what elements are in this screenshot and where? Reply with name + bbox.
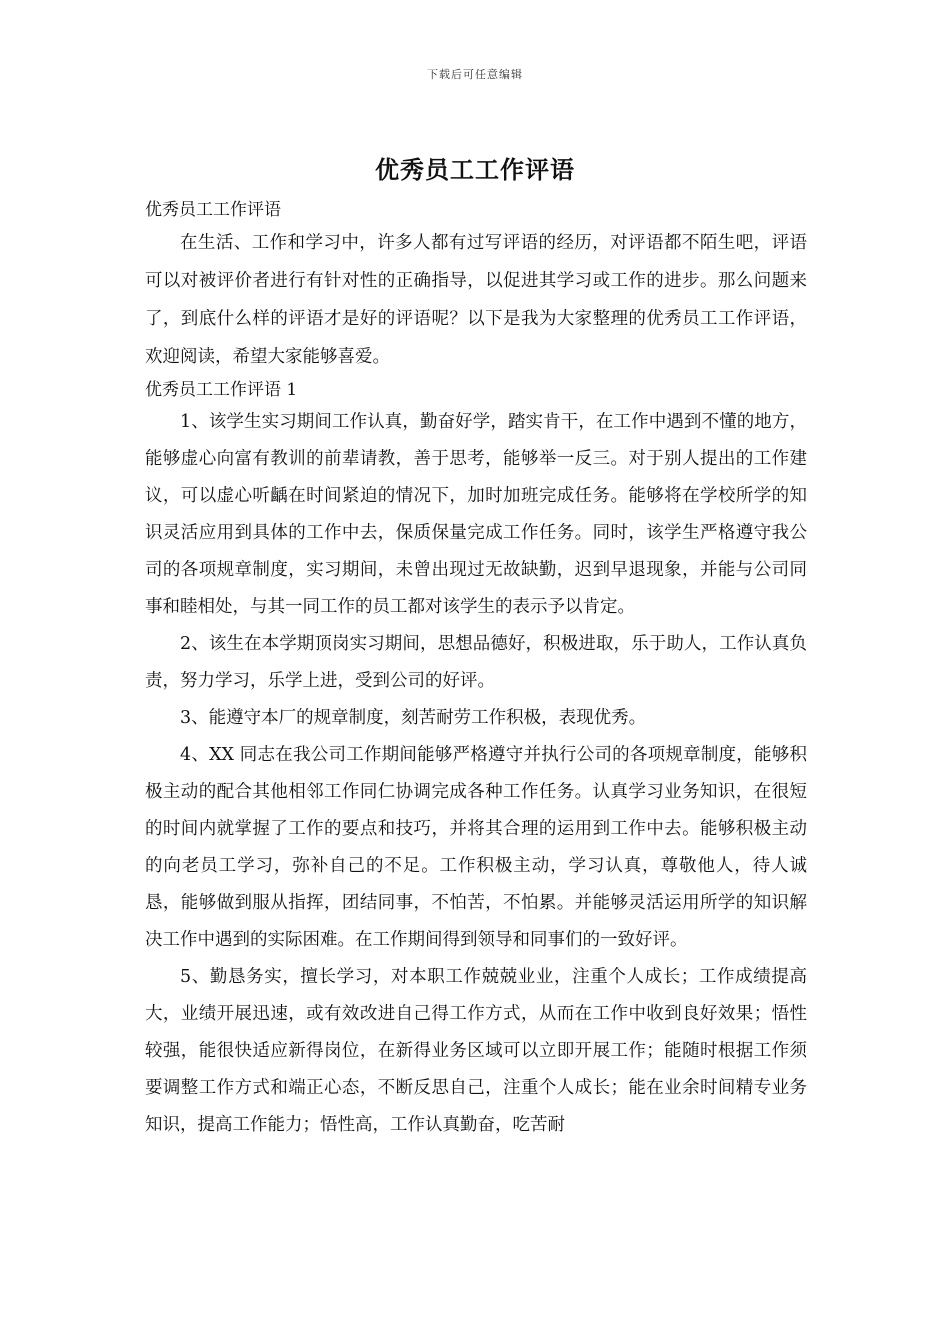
subtitle: 优秀员工工作评语 bbox=[145, 200, 281, 220]
intro-paragraph: 在生活、工作和学习中，许多人都有过写评语的经历，对评语都不陌生吧，评语可以对被评价者进行有针对性的正确指导，以促进其学习或工作的进步。那么问题来了，到底什么样的评语才是好的评语呢？以下是我为大家整理的优秀员工工作评语，欢迎阅读，希望大家能够喜爱。 bbox=[145, 233, 807, 367]
section-heading: 优秀员工工作评语 1 bbox=[145, 380, 298, 400]
header-note: 下载后可任意编辑 bbox=[427, 68, 523, 81]
comment-paragraph-4: 4、XX 同志在我公司工作期间能够严格遵守并执行公司的各项规章制度，能够积极主动的配合其他相邻工作同仁协调完成各种工作任务。认真学习业务知识，在很短的时间内就掌握了工作的要点和技巧，并将其合理的运用到工作中去。能够积极主动的向老员工学习，弥补自己的不足。工作积极主动，学习认真，尊敬他人，待人诚恳，能够做到服从指挥，团结同事，不怕苦，不怕累。并能够灵活运用所学的知识解决工作中遇到的实际困难。在工作期间得到领导和同事们的一致好评。 bbox=[145, 745, 807, 950]
comment-paragraph-3: 3、能遵守本厂的规章制度，刻苦耐劳工作积极，表现优秀。 bbox=[180, 708, 647, 728]
document-body bbox=[145, 196, 807, 1144]
comment-paragraph-1: 1、该学生实习期间工作认真，勤奋好学，踏实肯干，在工作中遇到不懂的地方，能够虚心向富有教训的前辈请教，善于思考，能够举一反三。对于别人提出的工作建议，可以虚心听齲在时间紧迫的情况下，加时加班完成任务。能够将在学校所学的知识灵活应用到具体的工作中去，保质保量完成工作任务。同时，该学生严格遵守我公司的各项规章制度，实习期间，未曾出现过无故缺勤，迟到早退现象，并能与公司同事和睦相处，与其一同工作的员工都对该学生的表示予以肯定。 bbox=[145, 412, 807, 617]
comment-paragraph-2: 2、该生在本学期顶岗实习期间，思想品德好，积极进取，乐于助人，工作认真负责，努力学习，乐学上进，受到公司的好评。 bbox=[145, 634, 807, 691]
comment-paragraph-5: 5、勤恳务实，擅长学习，对本职工作兢兢业业，注重个人成长；工作成绩提高大，业绩开展迅速，或有效改进自己得工作方式，从而在工作中收到良好效果；悟性较强，能很快适应新得岗位，在新得业务区域可以立即开展工作；能随时根据工作须要调整工作方式和端正心态，不断反思自己，注重个人成长；能在业余时间精专业务知识，提高工作能力；悟性高，工作认真勤奋，吃苦耐 bbox=[145, 967, 807, 1135]
document-title: 优秀员工工作评语 bbox=[375, 155, 575, 184]
